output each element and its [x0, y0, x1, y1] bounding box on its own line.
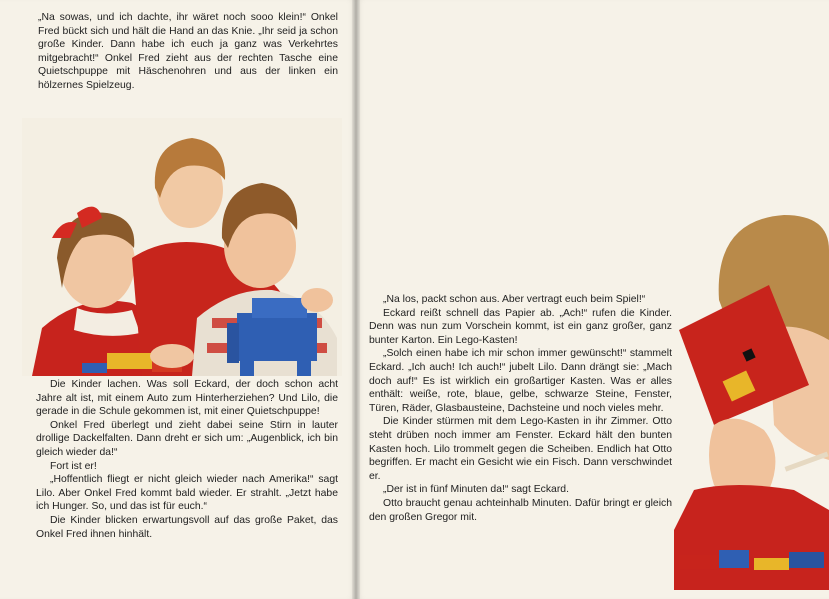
story-paragraph: Die Kinder blicken erwartungsvoll auf das große Paket, das Onkel Fred ihnen hinhält.	[36, 514, 338, 540]
story-column-left	[36, 378, 338, 541]
story-paragraph: Die Kinder stürmen mit dem Lego-Kasten in ihr Zimmer. Otto steht drüben noch immer am Fenster. Eckard hält den bunten Kasten hoch. Lilo trommelt gegen die Scheiben. Endlich hat Otto begriffen. Er macht ein Gesicht wie ein Fisch. Dann verschwindet er.	[369, 416, 672, 482]
book-spine	[352, 0, 360, 599]
story-paragraph: „Solch einen habe ich mir schon immer gewünscht!“ stammelt Eckard. „Ich auch! Ich auch!“ jubelt Lilo. Dann drängt sie: „Mach doch auf!“ Es ist wirklich ein großartiger Kasten. Was er alles enthält: weiße, rote, blaue, gelbe, schwarze Steine, Fenster, Türen, Räder, Glasbausteine, Dachsteine und noch vieles mehr.	[369, 348, 672, 414]
story-paragraph: „Der ist in fünf Minuten da!“ sagt Eckard.	[383, 484, 569, 496]
story-paragraph: „Na sowas, und ich dachte, ihr wäret noch sooo klein!“ Onkel Fred bückt sich und hält die Hand an das Knie. „Ihr seid ja schon große Kinder. Dann habe ich euch ja ganz was Verkehrtes mitgebracht!“ Onkel Fred zieht aus der rechten Tasche eine Quietschpuppe mit Häschenohren und aus der linken ein hölzernes Spielzeug.	[38, 12, 338, 91]
story-paragraph: Otto braucht genau achteinhalb Minuten. Dafür bringt er gleich den großen Gregor mit.	[369, 497, 672, 523]
story-paragraph: Onkel Fred überlegt und zieht dabei seine Stirn in lauter drollige Dackelfalten. Dann dreht er sich um: „Augenblick, ich bin gleich wieder da!“	[36, 419, 338, 458]
story-column-right	[369, 293, 672, 524]
story-paragraph: Fort ist er!	[50, 460, 97, 472]
story-paragraph: Eckard reißt schnell das Papier ab. „Ach!“ rufen die Kinder. Denn was nun zum Vorschein kommt, ist ein ganz großer, ganz bunter Karton. Ein Lego-Kasten!	[369, 307, 672, 346]
story-paragraph: „Na los, packt schon aus. Aber vertragt euch beim Spiel!“	[383, 294, 646, 305]
story-paragraph: Die Kinder lachen. Was soll Eckard, der doch schon acht Jahre alt ist, mit einem Auto zum Hinterherziehen? Und Lilo, die gerade in die Schule gekommen ist, mit einer Quietschpuppe!	[36, 379, 338, 418]
story-paragraph: „Hoffentlich fliegt er nicht gleich wieder nach Amerika!“ sagt Lilo. Aber Onkel Fred kommt bald wieder. Er strahlt. „Jetzt habe ich Hunger. So, und das ist für euch.“	[36, 474, 338, 513]
boy-lego-photo	[674, 210, 829, 590]
story-intro	[38, 11, 338, 93]
children-photo	[22, 118, 342, 376]
